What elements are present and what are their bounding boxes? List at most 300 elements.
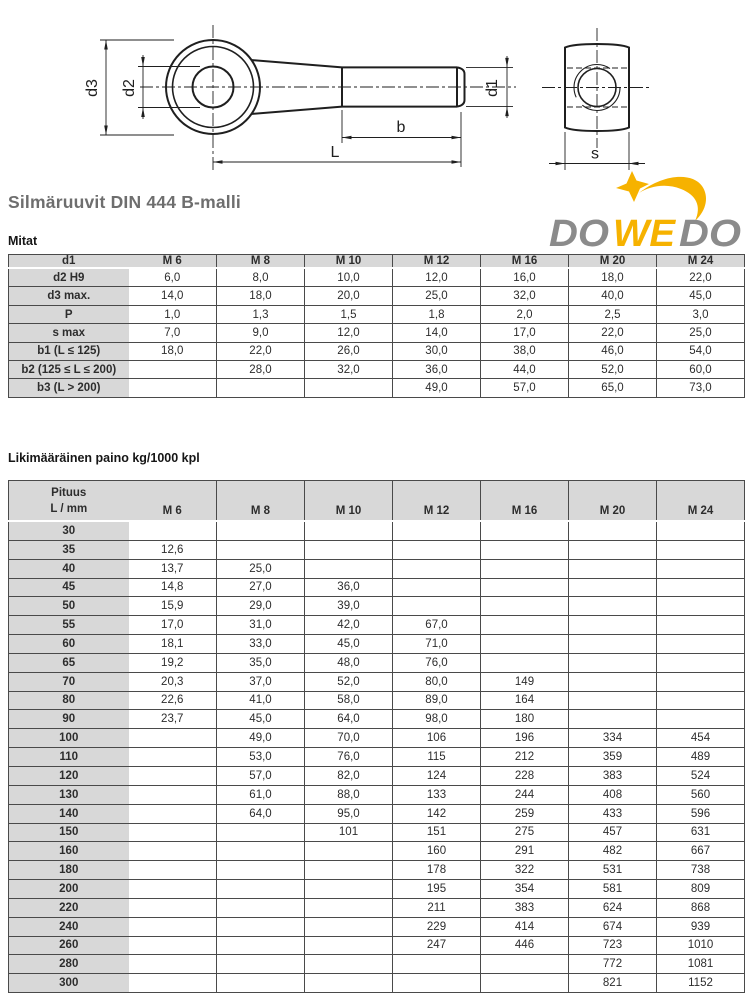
row-label: 140 <box>9 804 129 823</box>
table-cell: 23,7 <box>161 713 184 726</box>
table-cell: 1,3 <box>217 305 305 323</box>
row-label: P <box>9 305 129 323</box>
table-cell: 1,5 <box>305 305 393 323</box>
row-label: b2 (125 ≤ L ≤ 200) <box>9 361 129 379</box>
table-cell: 16,0 <box>481 268 569 287</box>
table-cell: 482 <box>569 842 657 861</box>
table-cell: 359 <box>569 748 657 767</box>
side-centerlines <box>542 28 652 148</box>
dimensions-section-label: Mitat <box>8 234 38 248</box>
row-label: 300 <box>9 974 129 993</box>
table-cell: 45,0 <box>657 287 745 305</box>
table-cell: 151 <box>393 823 481 842</box>
table-cell: 58,0 <box>305 691 393 710</box>
table-cell: 446 <box>481 936 569 955</box>
row-label: 280 <box>9 955 129 974</box>
table-cell <box>657 653 745 672</box>
table-cell <box>217 540 305 559</box>
table-cell <box>217 823 305 842</box>
table-cell: 28,0 <box>217 361 305 379</box>
table-cell <box>305 540 393 559</box>
front-view <box>84 25 516 170</box>
table-cell: 6,0 <box>164 271 181 284</box>
column-header: M 24 <box>657 255 745 269</box>
table-cell <box>569 710 657 729</box>
column-header: M 10 <box>305 481 393 522</box>
table-cell: 133 <box>393 785 481 804</box>
L-dimension-label: L <box>330 144 340 161</box>
table-cell: 212 <box>481 748 569 767</box>
table-cell: 674 <box>569 917 657 936</box>
table-row <box>9 559 745 578</box>
table-cell <box>129 974 217 993</box>
table-cell: 868 <box>657 898 745 917</box>
row-label: 50 <box>9 597 129 616</box>
row-label: 90 <box>9 710 129 729</box>
row-label: 130 <box>9 785 129 804</box>
table-cell: 433 <box>569 804 657 823</box>
table-row <box>9 616 745 635</box>
table-cell <box>129 898 217 917</box>
table-cell: 164 <box>481 691 569 710</box>
row-label: 65 <box>9 653 129 672</box>
table-cell <box>481 616 569 635</box>
table-cell: 454 <box>657 729 745 748</box>
table-cell: 32,0 <box>305 361 393 379</box>
table-cell: 37,0 <box>217 672 305 691</box>
table-cell: 57,0 <box>217 766 305 785</box>
table-row <box>9 578 745 597</box>
table-cell: 22,6 <box>161 694 184 707</box>
table-cell: 73,0 <box>657 379 745 397</box>
table-cell: 723 <box>569 936 657 955</box>
table-cell <box>305 917 393 936</box>
table-cell: 95,0 <box>305 804 393 823</box>
table-cell <box>481 578 569 597</box>
table-cell <box>305 559 393 578</box>
table-cell: 36,0 <box>393 361 481 379</box>
table-cell <box>393 559 481 578</box>
table-cell: 67,0 <box>393 616 481 635</box>
table-cell: 259 <box>481 804 569 823</box>
row-label: 240 <box>9 917 129 936</box>
weight-table-header-row <box>9 481 745 522</box>
table-cell <box>217 936 305 955</box>
table-cell: 3,0 <box>657 305 745 323</box>
table-cell: 12,6 <box>161 543 184 556</box>
logo-text-do2: DO <box>679 213 741 252</box>
row-label: 120 <box>9 766 129 785</box>
row-label: 160 <box>9 842 129 861</box>
table-cell <box>657 578 745 597</box>
table-cell: 17,0 <box>161 619 184 632</box>
table-cell: 57,0 <box>481 379 569 397</box>
table-cell <box>217 379 305 397</box>
table-cell: 631 <box>657 823 745 842</box>
table-cell <box>569 559 657 578</box>
s-dimension-label: s <box>591 145 599 163</box>
table-cell: 76,0 <box>305 748 393 767</box>
table-row <box>9 672 745 691</box>
table-cell: 64,0 <box>305 710 393 729</box>
row-label: 220 <box>9 898 129 917</box>
shank-top-edge <box>251 60 342 67</box>
table-cell: 64,0 <box>217 804 305 823</box>
table-row <box>9 974 745 993</box>
table-cell: 772 <box>569 955 657 974</box>
table-cell <box>129 823 217 842</box>
table-cell: 211 <box>393 898 481 917</box>
table-cell: 98,0 <box>393 710 481 729</box>
table-cell <box>217 955 305 974</box>
table-cell <box>393 597 481 616</box>
table-cell <box>657 691 745 710</box>
column-header: M 8 <box>217 255 305 269</box>
table-row <box>9 287 745 305</box>
column-header: M 8 <box>217 481 305 522</box>
table-cell <box>305 898 393 917</box>
table-cell: 383 <box>569 766 657 785</box>
table-cell <box>305 880 393 899</box>
table-cell: 18,0 <box>217 287 305 305</box>
table-row <box>9 597 745 616</box>
row-label: 80 <box>9 691 129 710</box>
row-label: 180 <box>9 861 129 880</box>
table-cell: 12,0 <box>305 324 393 342</box>
weight-table <box>8 480 745 993</box>
column-header: M 20 <box>569 481 657 522</box>
table-row <box>9 917 745 936</box>
table-row <box>9 898 745 917</box>
table-row <box>9 880 745 899</box>
table-cell: 334 <box>569 729 657 748</box>
table-cell <box>305 861 393 880</box>
row-label: 70 <box>9 672 129 691</box>
table-cell <box>129 880 217 899</box>
table-cell <box>481 540 569 559</box>
table-cell <box>217 861 305 880</box>
table-cell: 228 <box>481 766 569 785</box>
table-cell: 13,7 <box>161 562 184 575</box>
logo-text-we: WE <box>613 213 677 252</box>
table-cell <box>129 842 217 861</box>
table-cell: 49,0 <box>393 379 481 397</box>
shank-bottom-edge <box>251 107 342 114</box>
table-cell <box>569 521 657 540</box>
table-cell: 939 <box>657 917 745 936</box>
table-cell: 1,8 <box>393 305 481 323</box>
table-cell <box>657 635 745 654</box>
table-cell: 195 <box>393 880 481 899</box>
table-cell: 738 <box>657 861 745 880</box>
table-cell: 20,0 <box>305 287 393 305</box>
table-cell: 115 <box>393 748 481 767</box>
table-cell <box>305 842 393 861</box>
table-cell <box>569 597 657 616</box>
table-cell: 821 <box>569 974 657 993</box>
table-cell: 489 <box>657 748 745 767</box>
table-cell: 2,0 <box>481 305 569 323</box>
table-cell: 10,0 <box>305 268 393 287</box>
table-cell: 180 <box>481 710 569 729</box>
table-cell: 667 <box>657 842 745 861</box>
table-cell <box>217 880 305 899</box>
table-cell: 1,0 <box>164 308 181 321</box>
table-cell: 70,0 <box>305 729 393 748</box>
table-row <box>9 766 745 785</box>
table-cell <box>129 748 217 767</box>
table-row <box>9 324 745 342</box>
table-cell: 53,0 <box>217 748 305 767</box>
table-cell: 809 <box>657 880 745 899</box>
dimensions-table <box>8 254 745 398</box>
table-cell <box>305 974 393 993</box>
table-cell <box>481 635 569 654</box>
table-cell <box>481 974 569 993</box>
table-cell: 7,0 <box>164 326 181 339</box>
table-row <box>9 748 745 767</box>
table-cell <box>129 804 217 823</box>
table-cell <box>657 710 745 729</box>
table-cell <box>305 379 393 397</box>
table-row <box>9 823 745 842</box>
table-cell: 48,0 <box>305 653 393 672</box>
table-cell: 25,0 <box>393 287 481 305</box>
column-header: M 10 <box>305 255 393 269</box>
table-cell <box>129 361 217 379</box>
table-cell: 12,0 <box>393 268 481 287</box>
table-cell <box>217 521 305 540</box>
table-row <box>9 521 745 540</box>
table-cell: 22,0 <box>217 342 305 360</box>
table-cell <box>217 917 305 936</box>
table-cell <box>569 691 657 710</box>
row-label: b3 (L > 200) <box>9 379 129 397</box>
table-row <box>9 729 745 748</box>
table-cell: 106 <box>393 729 481 748</box>
d3-dimension-label: d3 <box>84 79 101 97</box>
weight-section-label: Likimääräinen paino kg/1000 kpl <box>8 451 200 465</box>
table-row <box>9 842 745 861</box>
table-cell <box>305 521 393 540</box>
table-cell <box>217 842 305 861</box>
table-cell <box>481 597 569 616</box>
table-cell: 46,0 <box>569 342 657 360</box>
table-cell <box>569 540 657 559</box>
table-cell <box>393 521 481 540</box>
d2-dimension-label: d2 <box>121 79 138 97</box>
table-cell: 61,0 <box>217 785 305 804</box>
table-cell: 27,0 <box>217 578 305 597</box>
table-cell: 49,0 <box>217 729 305 748</box>
table-cell: 354 <box>481 880 569 899</box>
table-cell: 80,0 <box>393 672 481 691</box>
length-header-line1: Pituus <box>51 487 87 499</box>
table-cell <box>129 955 217 974</box>
row-label: 150 <box>9 823 129 842</box>
row-label: d3 max. <box>9 287 129 305</box>
column-header: M 6 <box>129 255 217 269</box>
table-cell: 29,0 <box>217 597 305 616</box>
row-label: 200 <box>9 880 129 899</box>
table-cell <box>569 616 657 635</box>
table-cell: 14,8 <box>161 581 184 594</box>
table-cell: 88,0 <box>305 785 393 804</box>
table-cell: 18,0 <box>161 345 184 358</box>
table-cell: 596 <box>657 804 745 823</box>
row-label: 260 <box>9 936 129 955</box>
table-cell: 101 <box>305 823 393 842</box>
table-cell: 26,0 <box>305 342 393 360</box>
table-row <box>9 691 745 710</box>
row-label: 35 <box>9 540 129 559</box>
table-cell: 383 <box>481 898 569 917</box>
column-header: M 16 <box>481 481 569 522</box>
table-cell: 45,0 <box>305 635 393 654</box>
table-cell: 60,0 <box>657 361 745 379</box>
table-cell: 31,0 <box>217 616 305 635</box>
table-cell: 42,0 <box>305 616 393 635</box>
table-row <box>9 540 745 559</box>
table-cell <box>217 898 305 917</box>
table-cell: 38,0 <box>481 342 569 360</box>
table-cell: 89,0 <box>393 691 481 710</box>
table-cell: 19,2 <box>161 656 184 669</box>
table-cell <box>129 785 217 804</box>
table-cell: 41,0 <box>217 691 305 710</box>
d1-dimension-label: d1 <box>484 79 501 97</box>
column-header-d1: d1 <box>9 255 129 269</box>
table-cell: 45,0 <box>217 710 305 729</box>
table-cell: 414 <box>481 917 569 936</box>
table-cell <box>393 578 481 597</box>
table-cell <box>569 653 657 672</box>
table-row <box>9 804 745 823</box>
table-row <box>9 955 745 974</box>
table-cell <box>569 578 657 597</box>
table-cell: 624 <box>569 898 657 917</box>
table-cell <box>657 616 745 635</box>
table-cell <box>569 635 657 654</box>
table-row <box>9 635 745 654</box>
column-header: M 16 <box>481 255 569 269</box>
table-cell: 18,1 <box>161 637 184 650</box>
table-cell: 52,0 <box>305 672 393 691</box>
table-cell <box>657 521 745 540</box>
row-label: 100 <box>9 729 129 748</box>
table-row <box>9 861 745 880</box>
table-cell: 247 <box>393 936 481 955</box>
table-cell: 71,0 <box>393 635 481 654</box>
row-label: 40 <box>9 559 129 578</box>
table-cell <box>129 766 217 785</box>
table-cell <box>129 861 217 880</box>
table-cell: 524 <box>657 766 745 785</box>
table-row <box>9 379 745 397</box>
eye-bolt-technical-drawing <box>0 0 750 180</box>
table-row <box>9 710 745 729</box>
table-cell: 22,0 <box>569 324 657 342</box>
table-cell: 32,0 <box>481 287 569 305</box>
table-cell: 14,0 <box>161 290 184 303</box>
table-cell <box>569 672 657 691</box>
table-cell <box>481 653 569 672</box>
dimensions-table-header-row <box>9 255 745 269</box>
column-header: M 12 <box>393 481 481 522</box>
table-cell <box>129 936 217 955</box>
table-cell: 25,0 <box>217 559 305 578</box>
table-cell: 39,0 <box>305 597 393 616</box>
row-label: 45 <box>9 578 129 597</box>
table-cell <box>657 672 745 691</box>
table-cell: 25,0 <box>657 324 745 342</box>
table-cell <box>305 955 393 974</box>
row-label: d2 H9 <box>9 268 129 287</box>
table-row <box>9 361 745 379</box>
table-cell: 160 <box>393 842 481 861</box>
table-cell <box>129 729 217 748</box>
table-cell: 229 <box>393 917 481 936</box>
table-cell: 33,0 <box>217 635 305 654</box>
table-cell: 1010 <box>657 936 745 955</box>
table-cell <box>657 559 745 578</box>
column-header: M 6 <box>129 481 217 522</box>
table-cell: 275 <box>481 823 569 842</box>
column-header: M 24 <box>657 481 745 522</box>
row-label: 110 <box>9 748 129 767</box>
table-cell: 142 <box>393 804 481 823</box>
length-header-line2: L / mm <box>50 503 88 515</box>
table-row <box>9 653 745 672</box>
table-cell: 30,0 <box>393 342 481 360</box>
side-view <box>542 28 652 170</box>
table-cell: 36,0 <box>305 578 393 597</box>
table-cell <box>217 974 305 993</box>
table-cell <box>129 917 217 936</box>
table-cell <box>393 540 481 559</box>
table-cell <box>393 974 481 993</box>
column-header: M 12 <box>393 255 481 269</box>
row-label: 55 <box>9 616 129 635</box>
table-cell <box>129 521 217 540</box>
table-cell: 82,0 <box>305 766 393 785</box>
table-cell: 178 <box>393 861 481 880</box>
table-cell: 560 <box>657 785 745 804</box>
table-cell: 22,0 <box>657 268 745 287</box>
table-cell: 17,0 <box>481 324 569 342</box>
table-row <box>9 785 745 804</box>
table-cell: 14,0 <box>393 324 481 342</box>
table-cell: 291 <box>481 842 569 861</box>
b-dimension-label: b <box>396 119 406 136</box>
column-header-length <box>9 481 129 522</box>
table-cell: 35,0 <box>217 653 305 672</box>
table-row <box>9 268 745 287</box>
table-row <box>9 936 745 955</box>
table-cell: 2,5 <box>569 305 657 323</box>
logo-star-icon <box>616 171 649 202</box>
table-cell: 322 <box>481 861 569 880</box>
table-cell: 65,0 <box>569 379 657 397</box>
table-cell <box>481 559 569 578</box>
table-cell <box>657 597 745 616</box>
row-label: s max <box>9 324 129 342</box>
table-cell: 54,0 <box>657 342 745 360</box>
table-row <box>9 305 745 323</box>
table-cell: 244 <box>481 785 569 804</box>
table-cell: 124 <box>393 766 481 785</box>
table-cell: 581 <box>569 880 657 899</box>
